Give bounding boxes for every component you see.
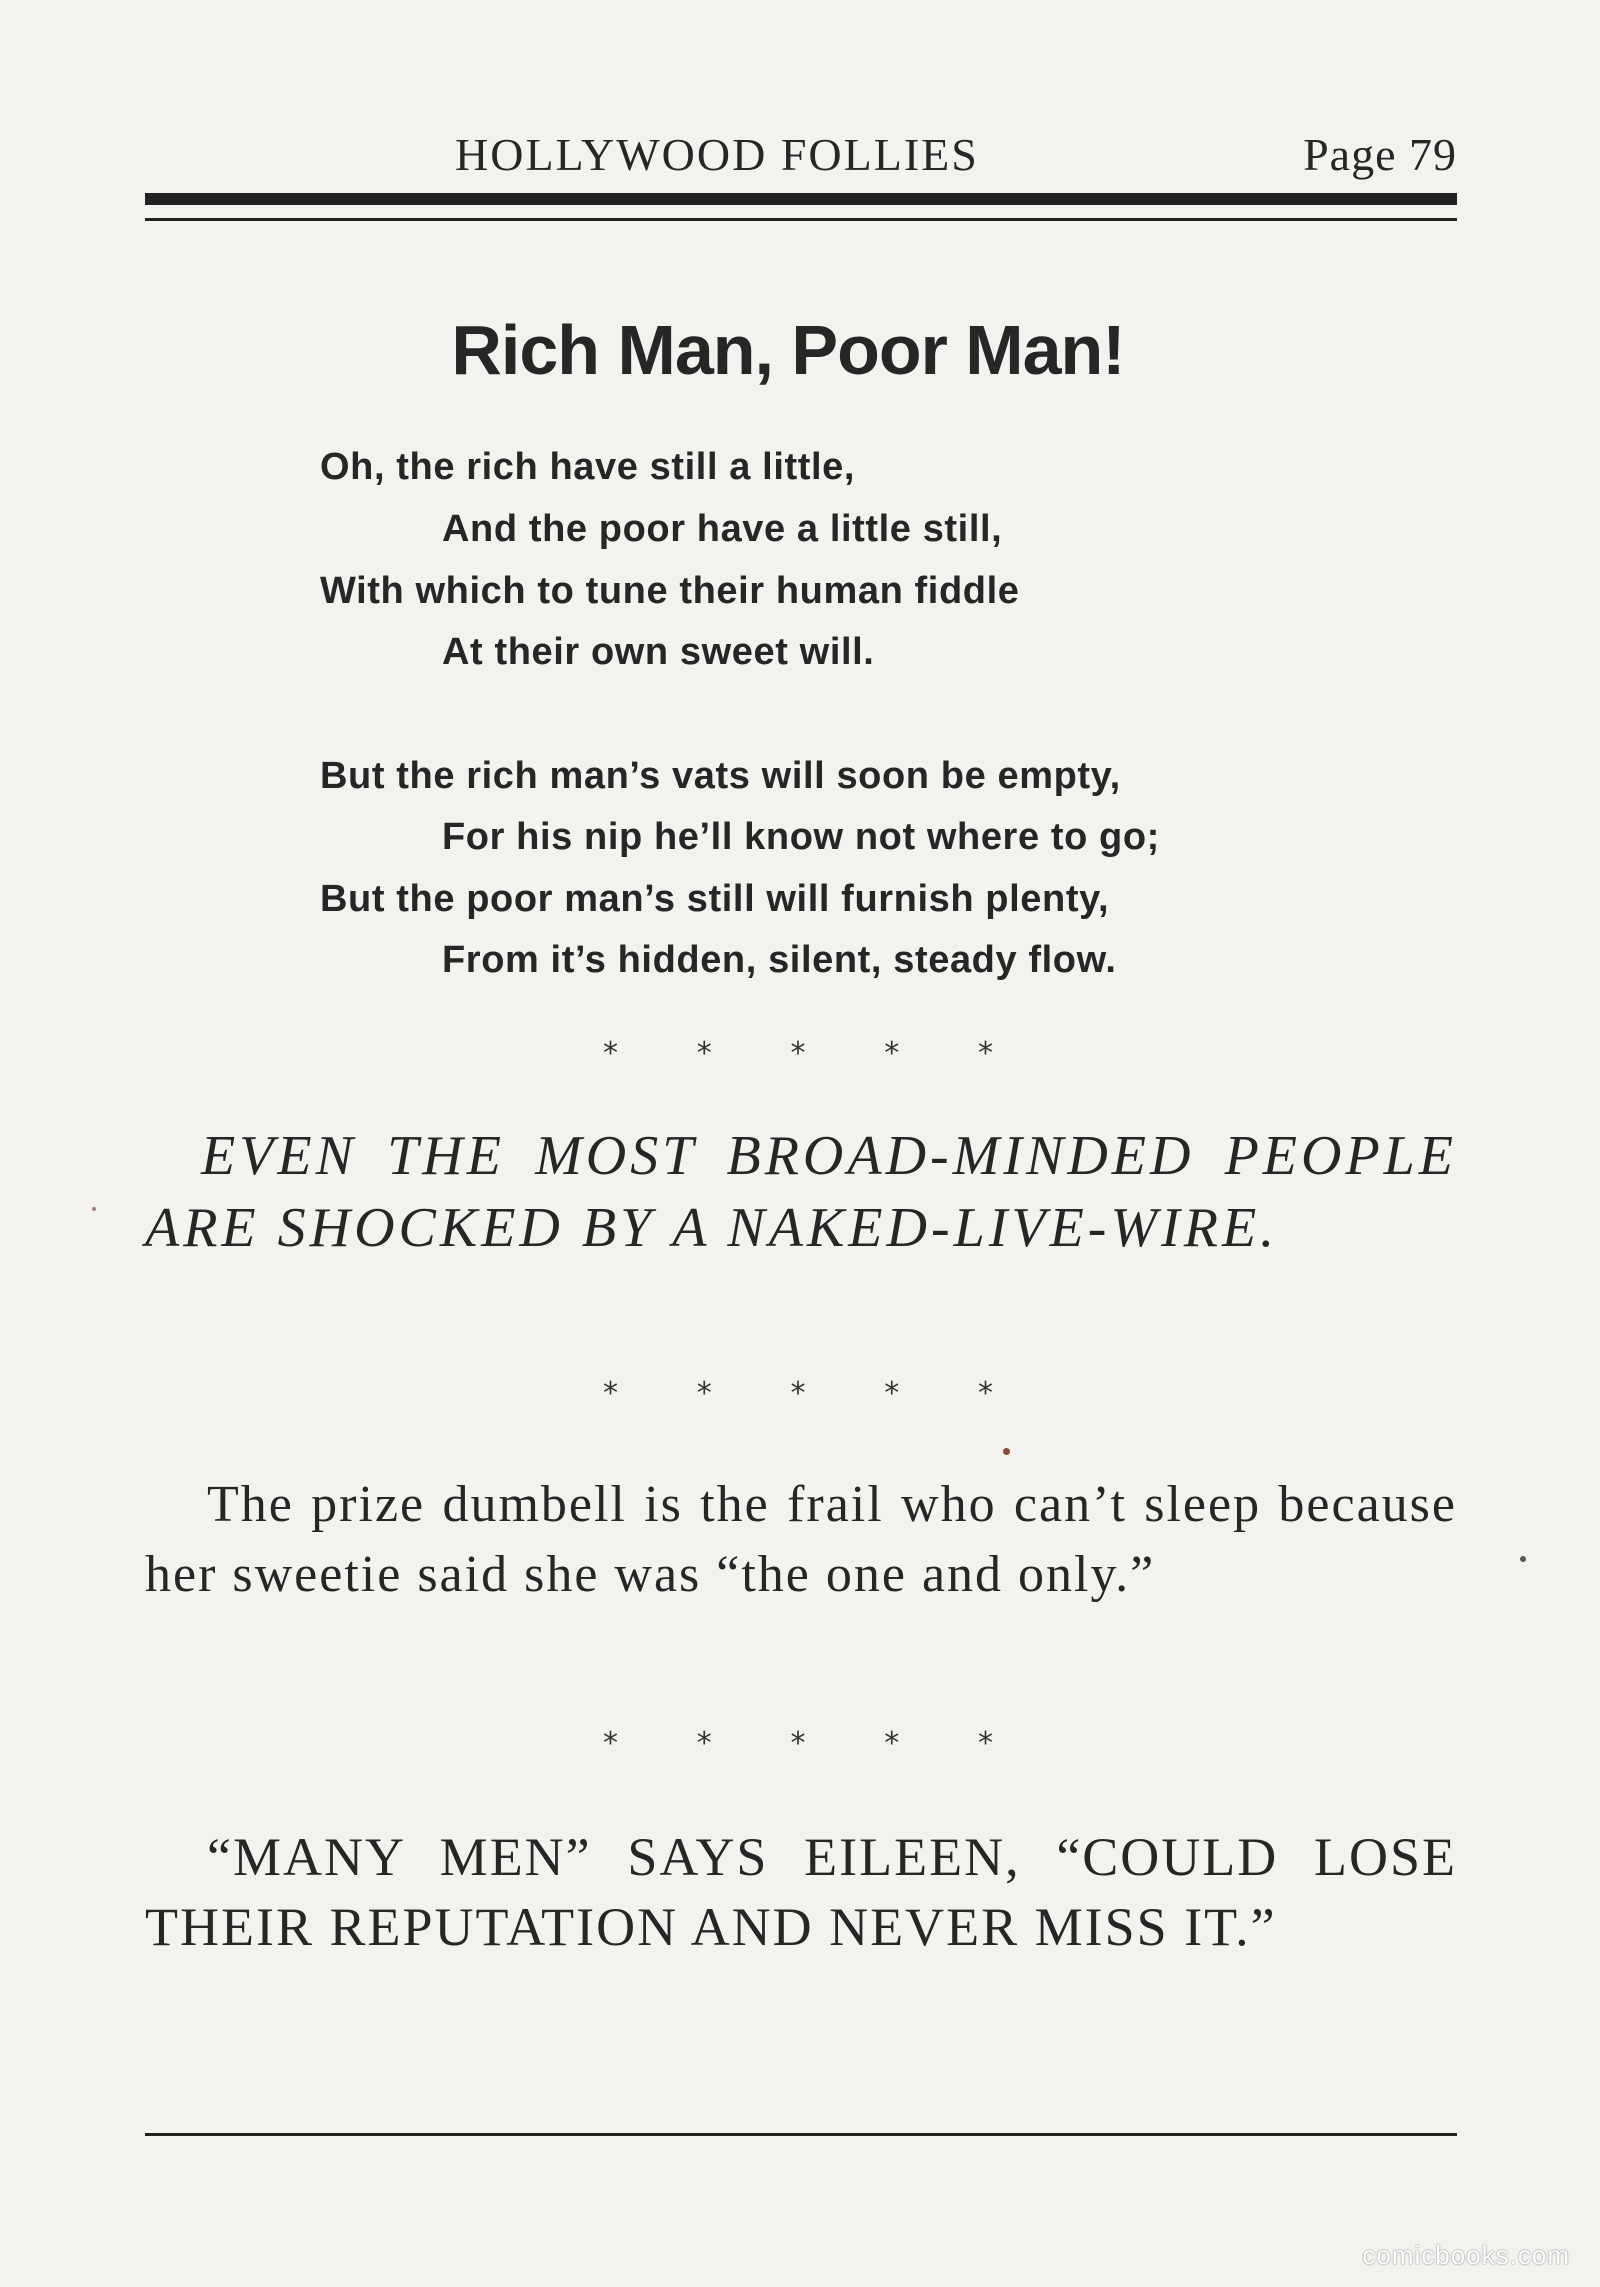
page-header	[145, 128, 1457, 178]
watermark: comicbooks.com	[1362, 2240, 1570, 2270]
asterisk: *	[978, 1726, 993, 1761]
paper-speck	[1520, 1556, 1526, 1562]
paper-speck	[92, 1207, 96, 1211]
asterism-separator	[603, 1036, 993, 1071]
poem-line: Oh, the rich have still a little,	[320, 446, 856, 488]
joke-italic: EVEN THE MOST BROAD-MINDED PEOPLE ARE SHOCKED BY A NAKED-LIVE-WIRE.	[145, 1125, 1457, 1259]
header-rule-thick	[145, 193, 1457, 205]
asterisk: *	[790, 1376, 806, 1411]
footer-rule	[145, 2133, 1457, 2136]
asterisk: *	[603, 1376, 618, 1411]
poem-line: And the poor have a little still,	[442, 508, 1003, 550]
poem-line: For his nip he’ll know not where to go;	[442, 816, 1160, 858]
asterisk: *	[603, 1726, 618, 1761]
asterisk: *	[884, 1726, 900, 1761]
asterism-separator	[603, 1726, 993, 1761]
asterisk: *	[603, 1036, 618, 1071]
asterisk: *	[696, 1036, 712, 1071]
asterisk: *	[884, 1376, 900, 1411]
poem-line: But the rich man’s vats will soon be empty,	[320, 755, 1121, 797]
poem-line: With which to tune their human fiddle	[320, 570, 1020, 612]
poem-line: But the poor man’s still will furnish plenty,	[320, 878, 1110, 920]
asterism-separator	[603, 1376, 993, 1411]
asterisk: *	[696, 1726, 712, 1761]
joke-plain: The prize dumbell is the frail who can’t sleep because her sweetie said she was “the one and only.”	[145, 1476, 1457, 1603]
asterisk: *	[790, 1726, 806, 1761]
header-rule-thin	[145, 218, 1457, 221]
joke-caps: “MANY MEN” SAYS EILEEN, “COULD LOSE THEIR REPUTATION AND NEVER MISS IT.”	[145, 1827, 1457, 1957]
page-number: Page 79	[1303, 129, 1457, 180]
poem-title: Rich Man, Poor Man!	[451, 311, 1125, 389]
asterisk: *	[696, 1376, 712, 1411]
running-title: HOLLYWOOD FOLLIES	[455, 129, 979, 180]
paper-speck	[1003, 1448, 1010, 1455]
asterisk: *	[978, 1376, 993, 1411]
asterisk: *	[978, 1036, 993, 1071]
poem-line: At their own sweet will.	[442, 631, 875, 673]
asterisk: *	[884, 1036, 900, 1071]
poem-line: From it’s hidden, silent, steady flow.	[442, 939, 1117, 981]
asterisk: *	[790, 1036, 806, 1071]
